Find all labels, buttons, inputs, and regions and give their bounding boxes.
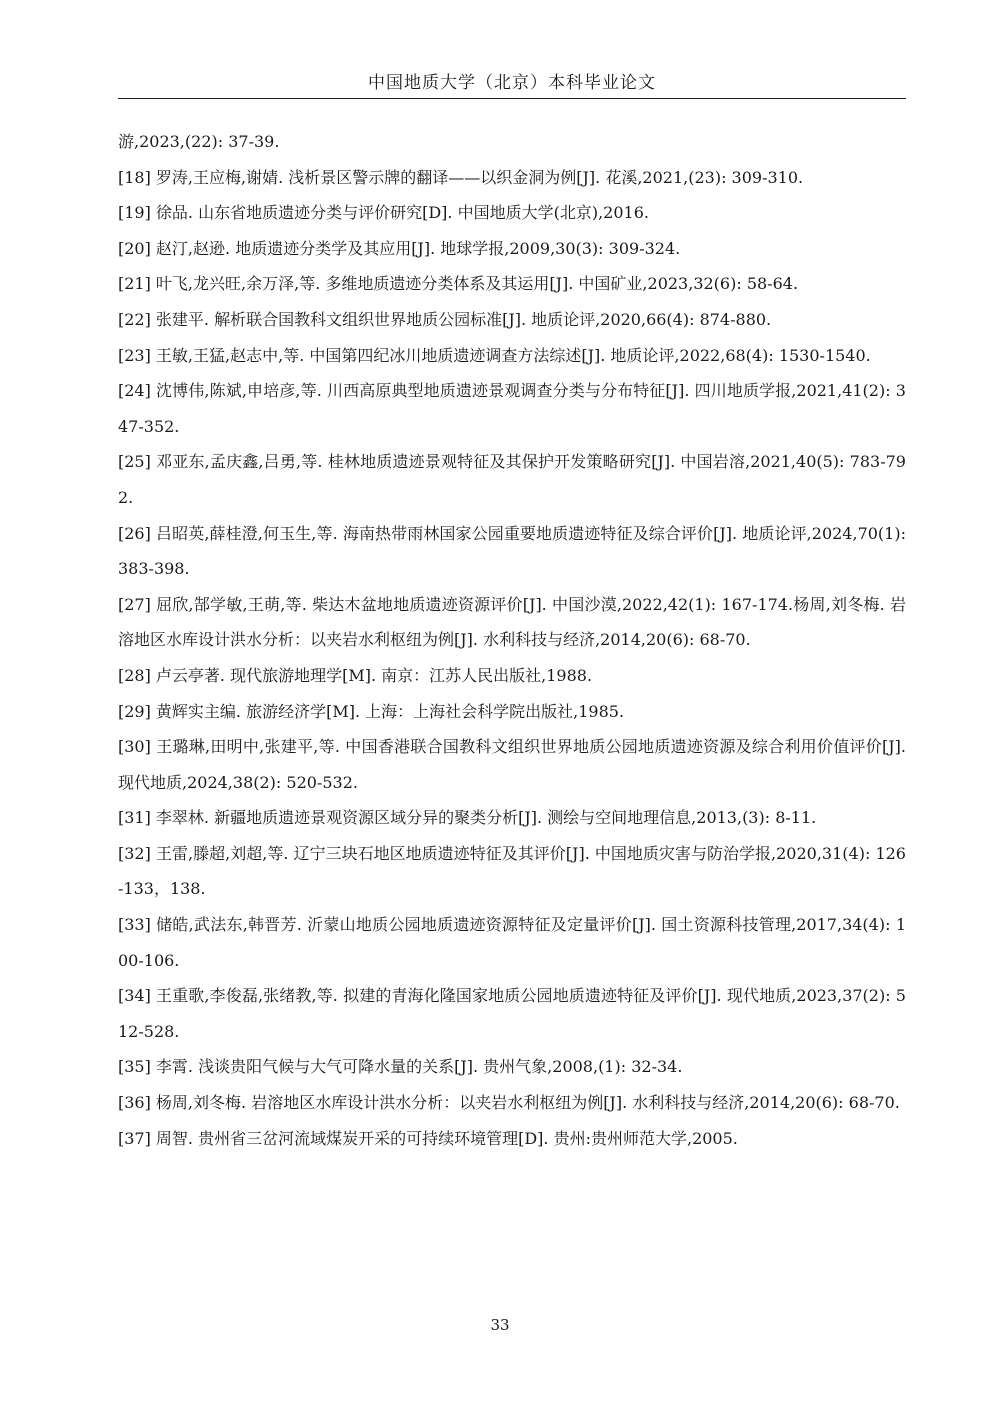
reference-entry: [27] 屈欣,郜学敏,王萌,等. 柴达木盆地地质遗迹资源评价[J]. 中国沙漠,2022,42(1): 167-174.杨周,刘冬梅. 岩溶地区水库设计洪水分析：以夹岩水利枢纽为例[J]. 水利科技与经济,2014,20(6): 68-70. xyxy=(118,594,906,650)
reference-entry: [29] 黄辉实主编. 旅游经济学[M]. 上海：上海社会科学院出版社,1985. xyxy=(118,701,625,721)
reference-entry: [19] 徐品. 山东省地质遗迹分类与评价研究[D]. 中国地质大学(北京),2016. xyxy=(118,203,649,223)
reference-entry: [20] 赵汀,赵逊. 地质遗迹分类学及其应用[J]. 地球学报,2009,30(3): 309-324. xyxy=(118,238,681,258)
reference-entry: [25] 邓亚东,孟庆鑫,吕勇,等. 桂林地质遗迹景观特征及其保护开发策略研究[J]. 中国岩溶,2021,40(5): 783-792. xyxy=(118,452,906,507)
page-number: 33 xyxy=(490,1316,510,1334)
reference-entry: [32] 王雷,滕超,刘超,等. 辽宁三块石地区地质遗迹特征及其评价[J]. 中国地质灾害与防治学报,2020,31(4): 126-133，138. xyxy=(118,843,906,899)
reference-entry: [36] 杨周,刘冬梅. 岩溶地区水库设计洪水分析：以夹岩水利枢纽为例[J]. 水利科技与经济,2014,20(6): 68-70. xyxy=(118,1093,900,1113)
reference-entry: [37] 周智. 贵州省三岔河流域煤炭开采的可持续环境管理[D]. 贵州:贵州师范大学,2005. xyxy=(118,1128,738,1148)
reference-entry: [22] 张建平. 解析联合国教科文组织世界地质公园标准[J]. 地质论评,2020,66(4): 874-880. xyxy=(118,309,772,329)
reference-list xyxy=(118,124,906,1156)
reference-entry: 游,2023,(22): 37-39. xyxy=(118,132,280,151)
reference-entry: [30] 王璐琳,田明中,张建平,等. 中国香港联合国教科文组织世界地质公园地质遗迹资源及综合利用价值评价[J]. 现代地质,2024,38(2): 520-532. xyxy=(118,737,906,792)
reference-entry: [26] 吕昭英,薛桂澄,何玉生,等. 海南热带雨林国家公园重要地质遗迹特征及综合评价[J]. 地质论评,2024,70(1): 383-398. xyxy=(118,523,906,579)
reference-entry: [35] 李霄. 浅谈贵阳气候与大气可降水量的关系[J]. 贵州气象,2008,(1): 32-34. xyxy=(118,1057,683,1077)
header-title: 中国地质大学（北京）本科毕业论文 xyxy=(368,73,656,93)
page-header xyxy=(118,68,906,99)
reference-entry: [34] 王重歌,李俊磊,张绪教,等. 拟建的青海化隆国家地质公园地质遗迹特征及评价[J]. 现代地质,2023,37(2): 512-528. xyxy=(118,986,906,1041)
reference-entry: [18] 罗涛,王应梅,谢婧. 浅析景区警示牌的翻译——以织金洞为例[J]. 花溪,2021,(23): 309-310. xyxy=(118,167,804,187)
reference-entry: [31] 李翠林. 新疆地质遗迹景观资源区域分异的聚类分析[J]. 测绘与空间地理信息,2013,(3): 8-11. xyxy=(118,808,817,828)
reference-entry: [24] 沈博伟,陈斌,申培彦,等. 川西高原典型地质遗迹景观调查分类与分布特征[J]. 四川地质学报,2021,41(2): 347-352. xyxy=(118,381,906,436)
reference-entry: [21] 叶飞,龙兴旺,余万泽,等. 多维地质遗迹分类体系及其运用[J]. 中国矿业,2023,32(6): 58-64. xyxy=(118,274,799,294)
reference-entry: [23] 王敏,王猛,赵志中,等. 中国第四纪冰川地质遗迹调查方法综述[J]. 地质论评,2022,68(4): 1530-1540. xyxy=(118,345,871,365)
reference-entry: [28] 卢云亭著. 现代旅游地理学[M]. 南京：江苏人民出版社,1988. xyxy=(118,665,593,685)
reference-entry: [33] 储皓,武法东,韩晋芳. 沂蒙山地质公园地质遗迹资源特征及定量评价[J]. 国土资源科技管理,2017,34(4): 100-106. xyxy=(118,915,906,970)
